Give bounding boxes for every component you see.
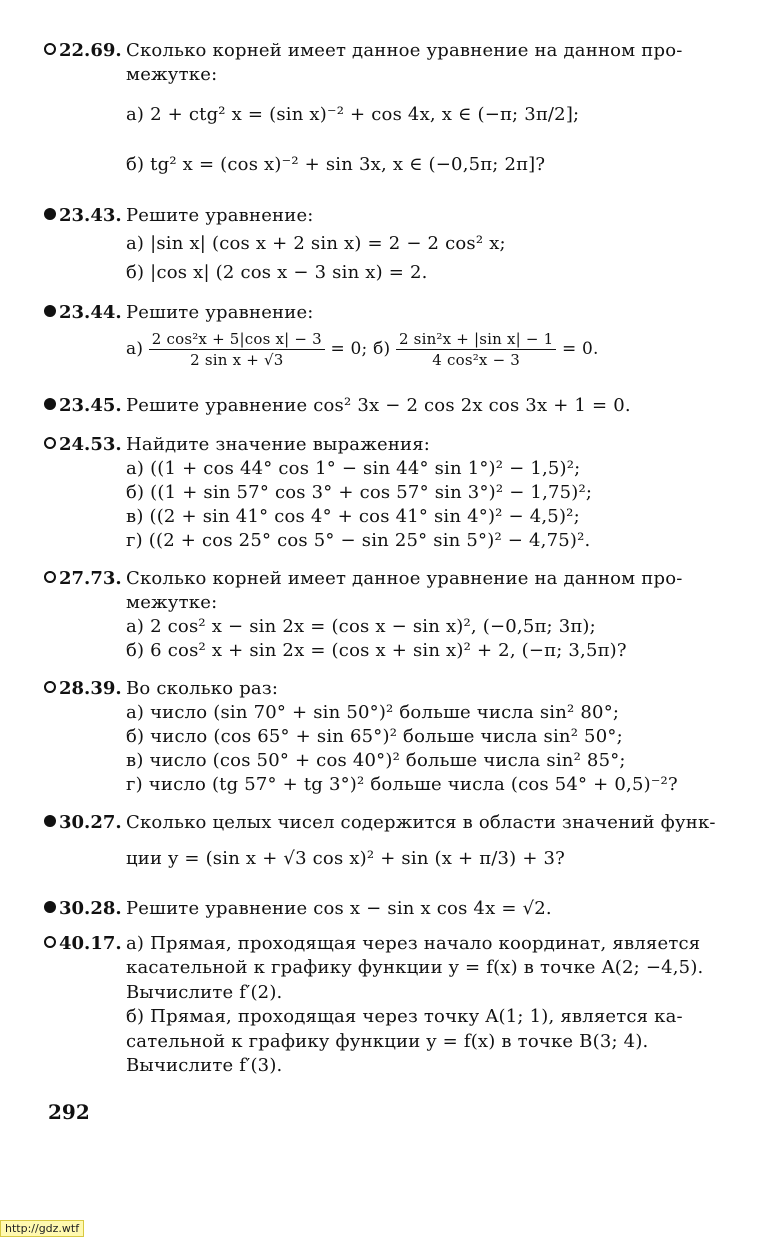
problem-number: 23.43. [44,205,122,226]
problem-number: 24.53. [44,434,122,455]
open-circle-icon [44,681,56,693]
fraction-b [396,330,556,369]
equation-a: а) |sin x| (cos x + 2 sin x) = 2 − 2 cos² x; [126,233,506,254]
problem-number: 40.17. [44,933,122,954]
equation-b: б) |cos x| (2 cos x − 3 sin x) = 2. [126,262,428,283]
open-circle-icon [44,437,56,449]
problem-text: Найдите значение выражения: [126,434,431,455]
filled-circle-icon [44,815,56,827]
part-b-text: сательной к графику функции y = f(x) в точке B(3; 4). [126,1031,649,1052]
part-label: б) [373,339,391,359]
open-circle-icon [44,43,56,55]
comparison-g: г) число (tg 57° + tg 3°)² больше числа (cos 54° + 0,5)⁻²? [126,774,678,795]
problem-number: 28.39. [44,678,122,699]
expression-v: в) ((2 + sin 41° cos 4° + cos 41° sin 4°)² − 4,5)²; [126,506,580,527]
equals-zero: = 0; [330,339,368,359]
watermark-link[interactable]: http://gdz.wtf [0,1220,84,1237]
problem-text: межутке: [126,592,218,613]
problem-number: 22.69. [44,40,122,61]
comparison-a: а) число (sin 70° + sin 50°)² больше числа sin² 80°; [126,702,620,723]
fraction-a [149,330,325,369]
comparison-v: в) число (cos 50° + cos 40°)² больше числа sin² 85°; [126,750,626,771]
part-a-text: Вычислите f′(2). [126,982,283,1003]
problem-number: 23.45. [44,395,122,416]
expression-g: г) ((2 + cos 25° cos 5° − sin 25° sin 5°)² − 4,75)². [126,530,591,551]
fraction-equations [126,330,599,369]
problem-text: Сколько корней имеет данное уравнение на данном про- [126,40,683,61]
problem-text: Решите уравнение cos² 3x − 2 cos 2x cos 3x + 1 = 0. [126,395,631,416]
part-a-text: а) Прямая, проходящая через начало координат, является [126,933,701,954]
problem-text: Решите уравнение: [126,205,314,226]
equation-a: а) 2 + ctg² x = (sin x)⁻² + cos 4x, x ∈ (−π; 3π/2]; [126,104,580,125]
function-definition: ции y = (sin x + √3 cos x)² + sin (x + π/3) + 3? [126,848,566,869]
problem-text: Решите уравнение cos x − sin x cos 4x = √2. [126,898,552,919]
part-label: а) [126,339,144,359]
equation-a: а) 2 cos² x − sin 2x = (cos x − sin x)², (−0,5π; 3π); [126,616,596,637]
problem-number: 30.27. [44,812,122,833]
denominator: 2 sin x + √3 [190,351,284,369]
expression-a: а) ((1 + cos 44° cos 1° − sin 44° sin 1°)² − 1,5)²; [126,458,581,479]
filled-circle-icon [44,398,56,410]
problem-text: Во сколько раз: [126,678,279,699]
part-b-text: б) Прямая, проходящая через точку A(1; 1), является ка- [126,1006,683,1027]
comparison-b: б) число (cos 65° + sin 65°)² больше числа sin² 50°; [126,726,623,747]
problem-number: 27.73. [44,568,122,589]
open-circle-icon [44,571,56,583]
numerator: 2 cos²x + 5|cos x| − 3 [149,330,325,350]
equation-b: б) 6 cos² x + sin 2x = (cos x + sin x)² + 2, (−π; 3,5π)? [126,640,627,661]
problem-number: 30.28. [44,898,122,919]
filled-circle-icon [44,208,56,220]
expression-b: б) ((1 + sin 57° cos 3° + cos 57° sin 3°)² − 1,75)²; [126,482,593,503]
filled-circle-icon [44,305,56,317]
part-a-text: касательной к графику функции y = f(x) в точке A(2; −4,5). [126,957,704,978]
problem-text: Решите уравнение: [126,302,314,323]
equation-b: б) tg² x = (cos x)⁻² + sin 3x, x ∈ (−0,5π; 2π]? [126,154,546,175]
equals-zero: = 0. [561,339,599,359]
filled-circle-icon [44,901,56,913]
numerator: 2 sin²x + |sin x| − 1 [396,330,556,350]
problem-text: межутке: [126,64,218,85]
problem-text: Сколько корней имеет данное уравнение на данном про- [126,568,683,589]
denominator: 4 cos²x − 3 [432,351,521,369]
problem-text: Сколько целых чисел содержится в области значений функ- [126,812,716,833]
page-number: 292 [48,1100,90,1124]
open-circle-icon [44,936,56,948]
problem-number: 23.44. [44,302,122,323]
part-b-text: Вычислите f′(3). [126,1055,283,1076]
